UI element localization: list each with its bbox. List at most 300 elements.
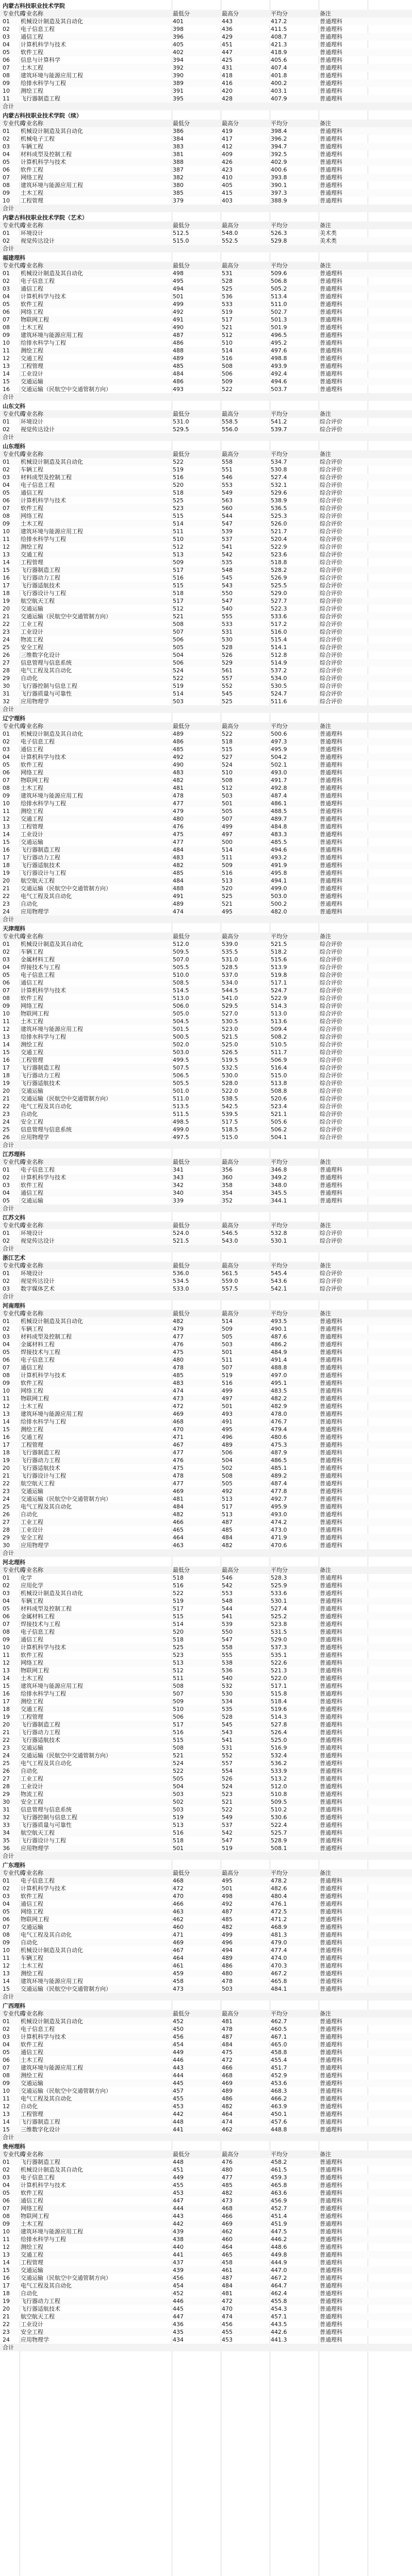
- max-score: 532.5: [222, 1064, 238, 1071]
- table-row: [0, 1526, 412, 1534]
- min-score: 480: [173, 816, 184, 822]
- major-name: 自动化: [21, 901, 38, 907]
- max-score: 548.0: [222, 230, 238, 236]
- major-name: 焊接技术与工程: [21, 1621, 60, 1628]
- table-row: [0, 2297, 412, 2305]
- min-score: 479: [173, 1326, 184, 1332]
- major-name: 自动化: [21, 1939, 38, 1946]
- min-score: 471: [173, 1434, 184, 1440]
- avg-score: 393.8: [271, 174, 287, 181]
- major-name: 信息管理与信息系统: [21, 659, 72, 666]
- major-code: 29: [3, 1534, 10, 1541]
- table-row: [0, 1229, 412, 1237]
- table-row: [0, 861, 412, 869]
- remark: 普通理科: [320, 1387, 342, 1394]
- major-code: 08: [3, 72, 10, 79]
- avg-score: 527.8: [271, 1721, 287, 1728]
- major-name: 土木工程: [21, 324, 43, 331]
- min-score: 511: [173, 1675, 184, 1682]
- max-score: 521.5: [222, 1033, 238, 1040]
- max-score: 521: [222, 324, 233, 331]
- major-name: 三维数字化设计: [21, 2126, 60, 2133]
- avg-score: 513.2: [271, 1775, 287, 1782]
- section-title-text: 内蒙古科技职业技术学院: [3, 3, 65, 9]
- avg-score: 465.8: [271, 1978, 287, 1985]
- major-name: 飞行器适航技术: [21, 1080, 60, 1087]
- table-header: [0, 2010, 412, 2018]
- major-code: 19: [3, 1714, 10, 1720]
- remark: 普通理科: [320, 316, 342, 323]
- remark: 综合评价: [320, 1064, 342, 1071]
- remark: 普通理科: [320, 885, 342, 892]
- avg-score: 515.6: [271, 956, 287, 963]
- min-score: 469: [173, 1411, 184, 1417]
- remark: 普通理科: [320, 2049, 342, 2056]
- table-row: [0, 1110, 412, 1118]
- table-row: [0, 956, 412, 963]
- max-score: 489: [222, 2088, 233, 2094]
- table-row: [0, 2174, 412, 2181]
- max-score: 504: [222, 1457, 233, 1464]
- remark: 普通理科: [320, 1395, 342, 1402]
- table-row: [0, 597, 412, 605]
- min-score: 512.0: [173, 941, 189, 947]
- header-major-code: 专业代码: [3, 1159, 25, 1165]
- table-header: [0, 1310, 412, 1317]
- table-row: [0, 940, 412, 948]
- min-score: 486: [173, 378, 184, 385]
- max-score: 429: [222, 33, 233, 40]
- remark: 普通理科: [320, 1916, 342, 1923]
- min-score: 514: [173, 520, 184, 527]
- major-name: 焊接技术与工程: [21, 1349, 60, 1355]
- table-row: [0, 1371, 412, 1379]
- major-code: 13: [3, 2251, 10, 2258]
- avg-score: 528.9: [271, 1837, 287, 1844]
- avg-score: 463.9: [271, 2103, 287, 2110]
- major-code: 22: [3, 2321, 10, 2328]
- avg-score: 515.0: [271, 1072, 287, 1079]
- table-row: [0, 2212, 412, 2220]
- major-name: 计算机科学与技术: [21, 754, 66, 760]
- section-title-text: 福建理科: [3, 255, 25, 261]
- header-min-score: 最低分: [173, 1159, 190, 1165]
- remark: 普通理科: [320, 1519, 342, 1526]
- major-code: 10: [3, 197, 10, 204]
- major-code: 25: [3, 644, 10, 651]
- major-name: 航空航天工程: [21, 2313, 55, 2320]
- remark: 普通理科: [320, 49, 342, 56]
- min-score: 499.0: [173, 1126, 189, 1133]
- max-score: 550: [222, 1629, 233, 1635]
- remark: 综合评价: [320, 1080, 342, 1087]
- max-score: 499: [222, 1931, 233, 1938]
- major-name: 通信工程: [21, 2049, 43, 2056]
- avg-score: 516.4: [271, 1064, 287, 1071]
- major-code: 01: [3, 1166, 10, 1173]
- major-name: 交通运输: [21, 1488, 43, 1495]
- header-min-score: 最低分: [173, 10, 190, 17]
- max-score: 525: [222, 698, 233, 705]
- major-code: 04: [3, 41, 10, 48]
- max-score: 485: [222, 2182, 233, 2189]
- header-min-score: 最低分: [173, 222, 190, 229]
- major-name: 机械设计制造及其自动化: [21, 459, 83, 465]
- remark: 普通理科: [320, 870, 342, 876]
- remark: 综合评价: [320, 426, 342, 433]
- min-score: 502.0: [173, 1041, 189, 1048]
- min-score: 518: [173, 1574, 184, 1581]
- remark: 普通理科: [320, 1908, 342, 1915]
- avg-score: 534.0: [271, 675, 287, 682]
- avg-score: 489.7: [271, 816, 287, 822]
- table-row: [0, 79, 412, 87]
- table-total: [0, 245, 412, 252]
- table-header: [0, 1262, 412, 1269]
- avg-score: 513.4: [271, 293, 287, 300]
- min-score: 523: [173, 505, 184, 512]
- max-score: 534: [222, 1698, 233, 1705]
- min-score: 483: [173, 854, 184, 861]
- major-name: 交通运输: [21, 1744, 43, 1751]
- max-score: 528: [222, 644, 233, 651]
- major-name: 交通工程: [21, 551, 43, 558]
- major-name: 机械设计制造及其自动化: [21, 18, 83, 25]
- major-name: 飞行器动力工程: [21, 2298, 60, 2304]
- major-name: 机械设计制造及其自动化: [21, 941, 83, 947]
- max-score: 557.5: [222, 1285, 238, 1292]
- header-major-name: 专业名称: [21, 2151, 43, 2158]
- min-score: 517: [173, 1721, 184, 1728]
- major-code: 07: [3, 2064, 10, 2071]
- major-code: 19: [3, 1457, 10, 1464]
- min-score: 515.0: [173, 238, 189, 244]
- min-score: 386: [173, 128, 184, 134]
- remark: 综合评价: [320, 582, 342, 589]
- max-score: 510: [222, 769, 233, 776]
- major-name: 材料成型及控制工程: [21, 1605, 72, 1612]
- remark: 普通理科: [320, 143, 342, 150]
- min-score: 488: [173, 347, 184, 354]
- major-code: 05: [3, 489, 10, 496]
- major-code: 18: [3, 590, 10, 597]
- min-score: 479: [173, 808, 184, 815]
- major-code: 02: [3, 1174, 10, 1181]
- min-score: 472: [173, 1885, 184, 1892]
- avg-score: 521.1: [271, 1111, 287, 1117]
- avg-score: 513.0: [271, 1010, 287, 1017]
- header-remark: 备注: [320, 411, 331, 417]
- max-score: 360: [222, 1174, 233, 1181]
- major-name: 飞行器控制与信息工程: [21, 1814, 77, 1821]
- avg-score: 475.3: [271, 1442, 287, 1448]
- max-score: 541: [222, 1737, 233, 1743]
- min-score: 474: [173, 908, 184, 915]
- table-row: [0, 1395, 412, 1402]
- table-row: [0, 1885, 412, 1892]
- min-score: 488: [173, 885, 184, 892]
- min-score: 459: [173, 1970, 184, 1977]
- avg-score: 492.4: [271, 370, 287, 377]
- max-score: 528: [222, 278, 233, 284]
- table-row: [0, 2166, 412, 2174]
- remark: 普通理科: [320, 2275, 342, 2281]
- major-name: 给排水科学与工程: [21, 80, 66, 87]
- table-row: [0, 574, 412, 582]
- avg-score: 467.2: [271, 2275, 287, 2281]
- major-name: 工业设计: [21, 1783, 43, 1790]
- max-score: 552.5: [222, 238, 238, 244]
- header-min-score: 最低分: [173, 1567, 190, 1573]
- major-name: 电子信息工程: [21, 1166, 55, 1173]
- remark: 普通理科: [320, 1598, 342, 1604]
- table-row: [0, 1682, 412, 1690]
- table-row: [0, 2266, 412, 2274]
- remark: 普通理科: [320, 1326, 342, 1332]
- avg-score: 537.2: [271, 667, 287, 674]
- avg-score: 497.6: [271, 347, 287, 354]
- max-score: 522: [222, 1806, 233, 1813]
- min-score: 455: [173, 2095, 184, 2102]
- total-label: 合计: [3, 245, 14, 252]
- major-name: 测绘工程: [21, 1970, 43, 1977]
- remark: 普通理科: [320, 785, 342, 791]
- max-score: 489: [222, 1955, 233, 1961]
- total-label: 合计: [3, 1142, 14, 1148]
- min-score: 468: [173, 1418, 184, 1425]
- major-code: 11: [3, 808, 10, 815]
- max-score: 352: [222, 1197, 233, 1204]
- min-score: 492: [173, 754, 184, 760]
- major-name: 飞行器动力工程: [21, 1457, 60, 1464]
- major-name: 金属材料工程: [21, 1613, 55, 1620]
- major-code: 20: [3, 1088, 10, 1094]
- remark: 普通理科: [320, 1970, 342, 1977]
- major-code: 15: [3, 378, 10, 385]
- max-score: 542: [222, 551, 233, 558]
- avg-score: 523.6: [271, 551, 287, 558]
- major-name: 机械设计制造及其自动化: [21, 1590, 83, 1597]
- remark: 综合评价: [320, 1018, 342, 1025]
- table-row: [0, 2033, 412, 2041]
- header-remark: 备注: [320, 10, 331, 17]
- remark: 普通理科: [320, 1434, 342, 1440]
- table-row: [0, 2158, 412, 2166]
- header-avg-score: 平均分: [271, 222, 288, 229]
- major-code: 05: [3, 49, 10, 56]
- remark: 普通理科: [320, 2336, 342, 2343]
- remark: 普通理科: [320, 2321, 342, 2328]
- remark: 普通理科: [320, 877, 342, 884]
- avg-score: 530.1: [271, 1598, 287, 1604]
- major-name: 信息管理与信息系统: [21, 1806, 72, 1813]
- min-score: 453: [173, 2190, 184, 2196]
- major-code: 20: [3, 605, 10, 612]
- max-score: 495: [222, 1426, 233, 1433]
- major-name: 飞行器动力工程: [21, 1072, 60, 1079]
- avg-score: 510.2: [271, 1806, 287, 1813]
- min-score: 485: [173, 1372, 184, 1379]
- total-label: 合计: [3, 434, 14, 440]
- max-score: 546: [222, 474, 233, 481]
- major-name: 飞行器适航技术: [21, 582, 60, 589]
- major-code: 04: [3, 1598, 10, 1604]
- header-avg-score: 平均分: [271, 2010, 288, 2017]
- max-score: 552: [222, 683, 233, 689]
- avg-score: 493.5: [271, 1318, 287, 1325]
- table-row: [0, 1410, 412, 1418]
- major-name: 自动化: [21, 1111, 38, 1117]
- remark: 普通理科: [320, 1590, 342, 1597]
- table-row: [0, 1237, 412, 1245]
- major-code: 30: [3, 1542, 10, 1549]
- major-code: 17: [3, 582, 10, 589]
- table-header: [0, 722, 412, 730]
- header-remark: 备注: [320, 1870, 331, 1876]
- avg-score: 529.0: [271, 1636, 287, 1643]
- major-name: 电子信息工程: [21, 26, 55, 32]
- min-score: 469: [173, 1939, 184, 1946]
- major-code: 14: [3, 1675, 10, 1682]
- table-row: [0, 2235, 412, 2243]
- min-score: 514: [173, 1621, 184, 1628]
- table-row: [0, 963, 412, 971]
- table-row: [0, 1798, 412, 1806]
- remark: 普通理科: [320, 2072, 342, 2079]
- major-code: 21: [3, 885, 10, 892]
- min-score: 448: [173, 2119, 184, 2125]
- avg-score: 522.6: [271, 1659, 287, 1666]
- max-score: 409: [222, 151, 233, 158]
- major-name: 物联网工程: [21, 316, 49, 323]
- min-score: 405: [173, 41, 184, 48]
- table-row: [0, 2189, 412, 2197]
- remark: 普通理科: [320, 2111, 342, 2117]
- avg-score: 468.3: [271, 2088, 287, 2094]
- major-name: 交通运输（民航空中交通管制方向）: [21, 2088, 111, 2094]
- major-name: 建筑环境与能源应用工程: [21, 332, 83, 338]
- max-score: 533: [222, 621, 233, 628]
- major-name: 车辆工程: [21, 948, 43, 955]
- table-row: [0, 2118, 412, 2126]
- header-major-name: 专业名称: [21, 451, 43, 457]
- major-code: 24: [3, 1118, 10, 1125]
- major-code: 18: [3, 1449, 10, 1456]
- major-name: 网络工程: [21, 174, 43, 181]
- major-name: 交通运输（民航空中交通管制方向）: [21, 2275, 111, 2281]
- major-code: 23: [3, 629, 10, 635]
- max-score: 509: [222, 1326, 233, 1332]
- avg-score: 474.2: [271, 1519, 287, 1526]
- max-score: 526: [222, 652, 233, 658]
- header-major-code: 专业代码: [3, 2010, 25, 2017]
- major-name: 测绘工程: [21, 1426, 43, 1433]
- min-score: 450: [173, 2026, 184, 2032]
- max-score: 514: [222, 347, 233, 354]
- max-score: 515: [222, 746, 233, 753]
- min-score: 510: [173, 1706, 184, 1713]
- remark: 普通理科: [320, 1357, 342, 1363]
- section-title-text: 辽宁理科: [3, 715, 25, 722]
- avg-score: 509.4: [271, 1026, 287, 1032]
- table-row: [0, 1698, 412, 1705]
- remark: 普通理科: [320, 777, 342, 784]
- major-code: 27: [3, 659, 10, 666]
- table-row: [0, 2056, 412, 2064]
- max-score: 535: [222, 559, 233, 566]
- table-row: [0, 651, 412, 659]
- major-name: 交通运输（民航空中交通管制方向）: [21, 1095, 111, 1102]
- table-row: [0, 753, 412, 761]
- table-row: [0, 181, 412, 189]
- remark: 普通理科: [320, 33, 342, 40]
- major-name: 材料成型及控制工程: [21, 474, 72, 481]
- major-name: 物联网工程: [21, 1916, 49, 1923]
- remark: 普通理科: [320, 1806, 342, 1813]
- table-row: [0, 1025, 412, 1033]
- major-code: 19: [3, 1080, 10, 1087]
- avg-score: 464.7: [271, 2282, 287, 2289]
- table-row: [0, 285, 412, 293]
- min-score: 523: [173, 1652, 184, 1658]
- table-row: [0, 2095, 412, 2103]
- major-name: 软件工程: [21, 301, 43, 308]
- table-row: [0, 1433, 412, 1441]
- major-name: 机械设计制造及其自动化: [21, 1318, 83, 1325]
- table-header: [0, 120, 412, 127]
- major-name: 建筑环境与能源应用工程: [21, 1411, 83, 1417]
- major-name: 工程管理: [21, 1442, 43, 1448]
- table-row: [0, 994, 412, 1002]
- avg-score: 538.9: [271, 497, 287, 504]
- major-code: 24: [3, 1496, 10, 1502]
- header-remark: 备注: [320, 1310, 331, 1317]
- avg-score: 482.0: [271, 908, 287, 915]
- avg-score: 536.2: [271, 1760, 287, 1767]
- min-score: 518: [173, 590, 184, 597]
- max-score: 503: [222, 792, 233, 799]
- max-score: 506: [222, 1449, 233, 1456]
- remark: 综合评价: [320, 1134, 342, 1141]
- major-name: 交通运输: [21, 378, 43, 385]
- table-row: [0, 1946, 412, 1954]
- major-code: 05: [3, 2190, 10, 2196]
- header-major-code: 专业代码: [3, 411, 25, 417]
- major-name: 给排水科学与工程: [21, 1418, 66, 1425]
- table-row: [0, 385, 412, 393]
- major-code: 02: [3, 2026, 10, 2032]
- max-score: 462: [222, 2228, 233, 2235]
- table-row: [0, 2103, 412, 2110]
- table-row: [0, 823, 412, 831]
- avg-score: 455.8: [271, 2298, 287, 2304]
- major-name: 网络工程: [21, 1003, 43, 1009]
- major-code: 25: [3, 1760, 10, 1767]
- min-score: 462: [173, 1916, 184, 1923]
- max-score: 423: [222, 166, 233, 173]
- major-name: 建筑环境与能源应用工程: [21, 182, 83, 189]
- header-major-name: 专业名称: [21, 1870, 43, 1876]
- major-code: 14: [3, 559, 10, 566]
- table-row: [0, 2205, 412, 2212]
- max-score: 403: [222, 197, 233, 204]
- major-name: 工程管理: [21, 823, 43, 830]
- major-name: 应用物理学: [21, 1134, 49, 1141]
- max-score: 516: [222, 1380, 233, 1386]
- avg-score: 484.1: [271, 1986, 287, 1992]
- remark: 普通理科: [320, 831, 342, 838]
- max-score: 545: [222, 574, 233, 581]
